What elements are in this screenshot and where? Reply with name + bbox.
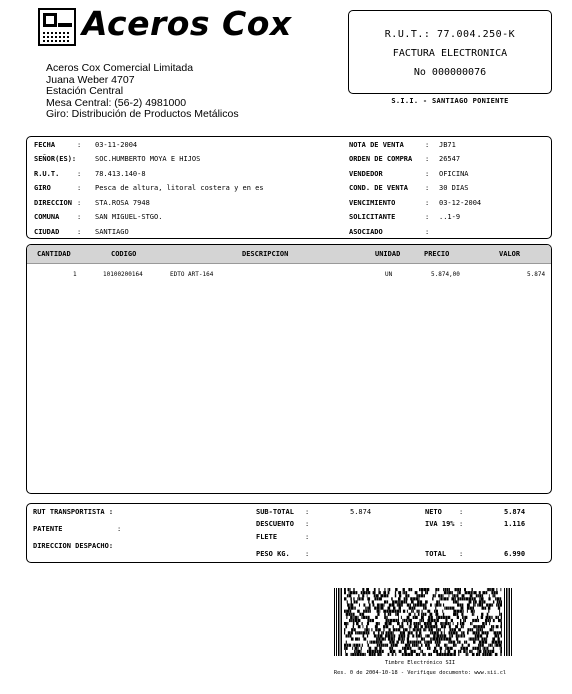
- totals-box: [26, 503, 552, 563]
- label-direccion: DIRECCION: [34, 199, 72, 207]
- colon: :: [77, 213, 82, 221]
- colon: :: [305, 550, 310, 558]
- colon: :: [459, 520, 464, 528]
- items-table: [26, 244, 552, 494]
- value-subtotal: 5.874: [350, 508, 372, 516]
- col-descripcion: DESCRIPCION: [242, 250, 289, 258]
- colon: :: [425, 184, 430, 192]
- document-number: No 000000076: [413, 67, 487, 78]
- colon: :: [117, 525, 122, 533]
- colon: :: [77, 170, 82, 178]
- customer-info-box: [26, 136, 552, 239]
- label-cond-venta: COND. DE VENTA: [349, 184, 409, 192]
- colon: :: [305, 520, 310, 528]
- colon: :: [425, 213, 430, 221]
- label-neto: NETO: [425, 508, 442, 516]
- aceros-cox-logo-icon: [38, 8, 76, 46]
- label-ciudad: CIUDAD: [34, 228, 60, 236]
- value-vendedor: OFICINA: [439, 170, 469, 178]
- company-name: Aceros Cox Comercial Limitada: [46, 62, 194, 74]
- label-fecha: FECHA: [34, 141, 56, 149]
- colon: :: [425, 170, 430, 178]
- value-cond-venta: 30 DIAS: [439, 184, 469, 192]
- colon: :: [425, 228, 430, 236]
- timbre-title: Timbre Electrónico SII: [384, 660, 456, 666]
- colon: :: [305, 508, 310, 516]
- label-direccion-despacho: DIRECCION DESPACHO:: [33, 542, 114, 550]
- col-unidad: UNIDAD: [375, 250, 401, 258]
- col-precio: PRECIO: [424, 250, 450, 258]
- value-rut: 78.413.140-8: [95, 170, 146, 178]
- row-codigo: 10100200164: [103, 271, 143, 278]
- colon: :: [425, 141, 430, 149]
- value-vencimiento: 03-12-2004: [439, 199, 482, 207]
- row-cantidad: 1: [73, 271, 77, 278]
- colon: :: [459, 508, 464, 516]
- col-valor: VALOR: [499, 250, 521, 258]
- items-table-header: [27, 245, 551, 264]
- value-iva: 1.116: [504, 520, 526, 528]
- company-logo: [38, 4, 296, 46]
- company-district: Estación Central: [46, 85, 124, 98]
- label-vencimiento: VENCIMIENTO: [349, 199, 396, 207]
- label-comuna: COMUNA: [34, 213, 60, 221]
- timbre-resolution: Res. 0 de 2004-10-18 - Verifique documento: www.sii.cl: [333, 670, 507, 676]
- label-rut: R.U.T.: [34, 170, 60, 178]
- label-orden-compra: ORDEN DE COMPRA: [349, 155, 413, 163]
- colon: :: [425, 199, 430, 207]
- label-total: TOTAL: [425, 550, 447, 558]
- label-patente: PATENTE: [33, 525, 63, 533]
- row-precio: 5.874,00: [431, 271, 460, 278]
- label-senores: SEÑOR(ES):: [34, 155, 77, 163]
- timbre-barcode: [334, 588, 512, 656]
- colon: :: [77, 199, 82, 207]
- row-valor: 5.874: [527, 271, 546, 278]
- company-business: Giro: Distribución de Productos Metálicos: [46, 108, 239, 121]
- label-flete: FLETE: [256, 533, 278, 541]
- value-solicitante: ..1-9: [439, 213, 461, 221]
- value-nota-venta: JB71: [439, 141, 456, 149]
- sii-office: S.I.I. - SANTIAGO PONIENTE: [391, 97, 509, 105]
- label-vendedor: VENDEDOR: [349, 170, 383, 178]
- label-iva: IVA 19%: [425, 520, 455, 528]
- value-giro: Pesca de altura, litoral costera y en es: [95, 184, 264, 192]
- colon: :: [77, 141, 82, 149]
- value-neto: 5.874: [504, 508, 526, 516]
- value-comuna: SAN MIGUEL-STGO.: [95, 213, 163, 221]
- value-fecha: 03-11-2004: [95, 141, 138, 149]
- colon: :: [77, 184, 82, 192]
- label-rut-transportista: RUT TRANSPORTISTA :: [33, 508, 114, 516]
- label-solicitante: SOLICITANTE: [349, 213, 396, 221]
- label-descuento: DESCUENTO: [256, 520, 294, 528]
- company-info: [46, 63, 239, 121]
- label-giro: GIRO: [34, 184, 51, 192]
- row-unidad: UN: [385, 271, 393, 278]
- label-subtotal: SUB-TOTAL: [256, 508, 294, 516]
- label-peso: PESO KG.: [256, 550, 290, 558]
- company-address: Juana Weber 4707: [46, 73, 135, 86]
- colon: :: [425, 155, 430, 163]
- value-senores: SOC.HUMBERTO MOYA E HIJOS: [95, 155, 201, 163]
- col-cantidad: CANTIDAD: [37, 250, 71, 258]
- value-ciudad: SANTIAGO: [95, 228, 129, 236]
- brand-name: Aceros Cox: [82, 4, 292, 43]
- company-phone: Mesa Central: (56-2) 4981000: [46, 96, 187, 109]
- colon: :: [305, 533, 310, 541]
- document-type: FACTURA ELECTRONICA: [392, 48, 508, 59]
- colon: :: [77, 228, 82, 236]
- value-orden-compra: 26547: [439, 155, 461, 163]
- document-id-box: [348, 10, 552, 94]
- label-nota-venta: NOTA DE VENTA: [349, 141, 404, 149]
- value-direccion: STA.ROSA 7948: [95, 199, 150, 207]
- col-codigo: CODIGO: [111, 250, 137, 258]
- colon: :: [459, 550, 464, 558]
- issuer-rut: R.U.T.: 77.004.250-K: [384, 29, 516, 40]
- value-total: 6.990: [504, 550, 526, 558]
- label-asociado: ASOCIADO: [349, 228, 383, 236]
- row-descripcion: EDTO ART-164: [170, 271, 214, 278]
